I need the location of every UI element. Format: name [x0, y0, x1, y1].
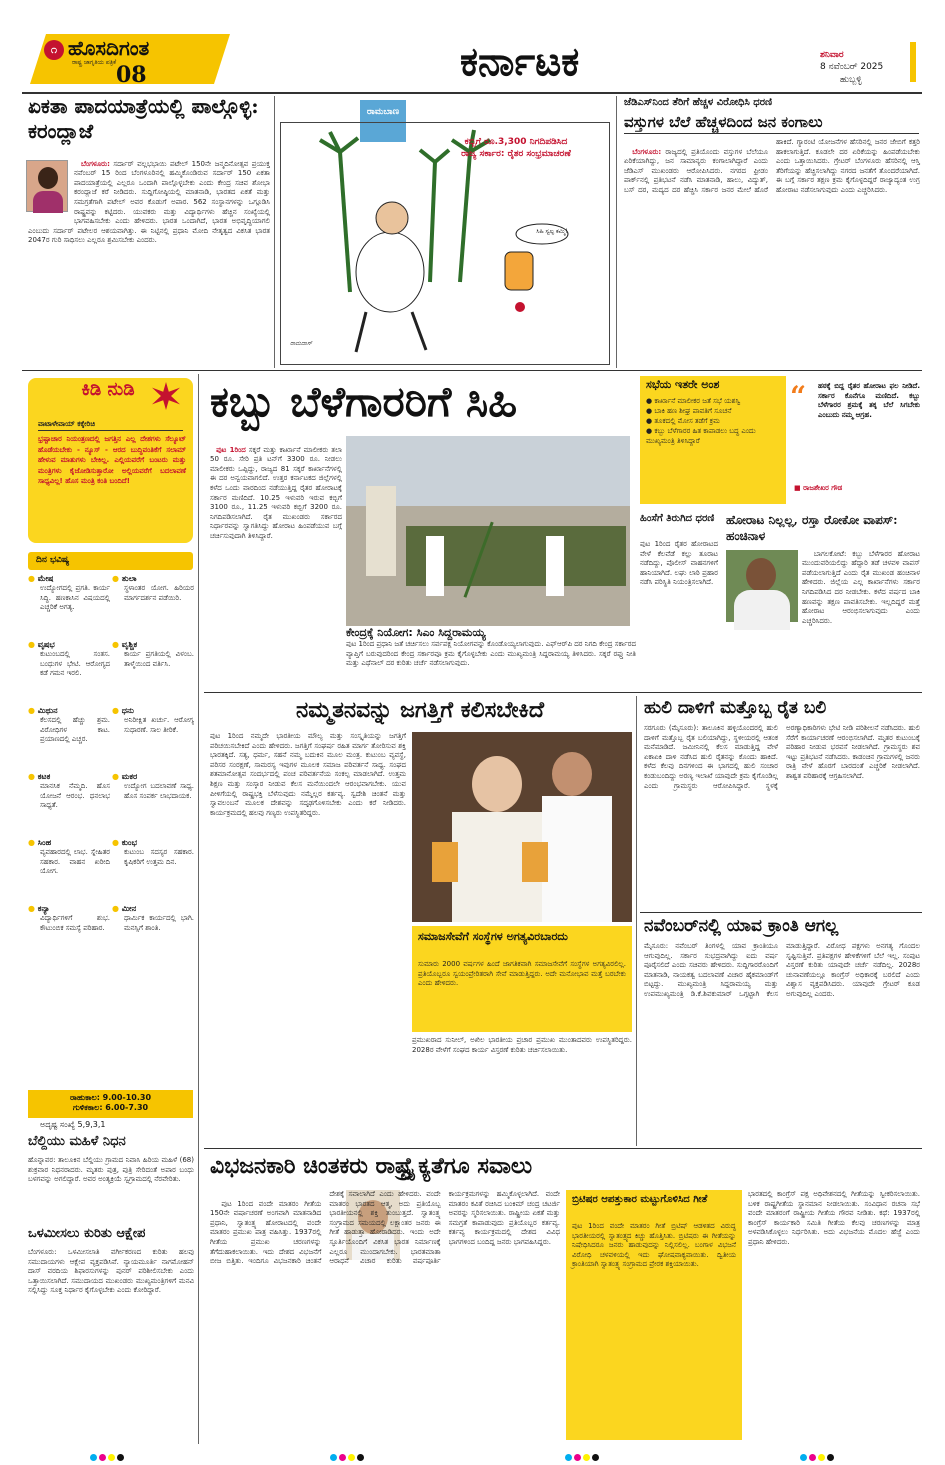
- section-title: ಕರ್ನಾಟಕ: [460, 38, 580, 85]
- cartoon-corner-badge: ರಾಮಬಾಣ: [360, 100, 406, 142]
- obj-title: ಒಳಮೀಸಲು ಕುರಿತು ಆಕ್ಷೇಪ: [28, 1226, 146, 1241]
- vibhajana-tail: ಭಾರತದಲ್ಲಿ ಕಾಂಗ್ರೆಸ್ ಪಕ್ಷ ಅಧಿವೇಶನದಲ್ಲಿ ಗೀತೆಯನ್ನು ಸ್ವೀಕರಿಸಲಾಯಿತು. ಬಳಿಕ ರಾಷ್ಟ್ರಗೀತೆಯ ಸ್ಥಾನಮಾನ ನೀಡಲಾಯಿತು. ಸಂವಿಧಾನ ರಚನಾ ಸಭೆ ವಂದೇ ಮಾತರಂಗೆ ರಾಷ್ಟ್ರೀಯ ಗೀತೆಯ ಗೌರವ ನೀಡಿತು. ಕಥೆ: 1937ರಲ್ಲಿ ಕಾಂಗ್ರೆಸ್ ಕಾರ್ಯಕಾರಿ ಸಮಿತಿ ಗೀತೆಯ ಕೆಲವು ಚರಣಗಳನ್ನು ಮಾತ್ರ ಅಳವಡಿಸಿಕೊಳ್ಳಲು ನಿರ್ಧರಿಸಿತು. ಅದು ವಿಭಜನೆಯ ಮೊದಲ ಹೆಜ್ಜೆ ಎಂದು ಪ್ರಧಾನಿ ಹೇಳಿದರು.: [748, 1190, 923, 1246]
- registration-dots: [800, 1446, 860, 1456]
- gulikakala: ಗುಳಿಕಕಾಲ: 6.00-7.30: [72, 1103, 149, 1112]
- masthead: [0, 0, 945, 92]
- vibhajana-box-body: ಪುಟ 1ರಿಂದ ವಂದೇ ಮಾತರಂ ಗೀತೆ ಬ್ರಿಟಿಷ್ ಆಡಳಿತದ ವಿರುದ್ಧ ಭಾರತೀಯರಲ್ಲಿ ಸ್ವಾತಂತ್ರ್ಯದ ಕಿಚ್ಚು ಹೊತ್ತಿಸಿತು. ಬ್ರಿಟಿಷರು ಈ ಗೀತೆಯನ್ನು ನಿಷೇಧಿಸಿದರೂ ಜನರು ಹಾಡುವುದನ್ನು ನಿಲ್ಲಿಸಲಿಲ್ಲ. ಬಂಗಾಳ ವಿಭಜನೆ ವಿರೋಧಿ ಚಳವಳಿಯಲ್ಲಿ ಇದು ಘೋಷವಾಕ್ಯವಾಯಿತು. ದ್ವಿತೀಯ ಕ್ರಾಂತಿಯಾಗಿ ಸ್ವಾತಂತ್ರ್ಯ ಸಂಗ್ರಾಮದ ಪ್ರೇರಕ ಶಕ್ತಿಯಾಯಿತು.: [572, 1222, 739, 1269]
- horoscope-item: ● ಸಿಂಹ ವ್ಯವಹಾರದಲ್ಲಿ ಲಾಭ. ಸ್ನೇಹಿತರ ಸಹಕಾರ. ವಾಹನ ಖರೀದಿ ಯೋಗ.: [28, 838, 113, 876]
- lead-body-2: [210, 626, 342, 684]
- namma-box-title: ಸಮಾಜಸೇವೆಗೆ ಸಂಸ್ಥೆಗಳ ಅಗತ್ಯವಿರಬಾರದು: [418, 930, 568, 943]
- art2-body: ಬೆಂಗಳೂರು: ರಾಜ್ಯದಲ್ಲಿ ಪ್ರತಿಯೊಂದು ವಸ್ತುಗಳ ಬೆಲೆಯೂ ಏರಿಕೆಯಾಗಿದ್ದು, ಜನ ಸಾಮಾನ್ಯರು ಕಂಗಾಲಾಗಿದ್ದಾರೆ ಎಂದು ಜೆಡಿಎಸ್ ಮುಖಂಡರು ಆರೋಪಿಸಿದರು. ನಗರದ ಫ್ರೀಡಂ ಪಾರ್ಕ್‌ನಲ್ಲಿ ಪ್ರತಿಭಟನೆ ನಡೆಸಿ ಮಾತನಾಡಿ, ಹಾಲು, ವಿದ್ಯುತ್, ಬಸ್ ದರ, ಮದ್ಯದ ದರ ಹೆಚ್ಚಿಸಿ ಸರ್ಕಾರ ಜನರ ಮೇಲೆ ಹೊರೆ ಹಾಕಿದೆ. ಗ್ಯಾರಂಟಿ ಯೋಜನೆಗಳ ಹೆಸರಿನಲ್ಲಿ ಜನರ ಜೇಬಿಗೆ ಕತ್ತರಿ ಹಾಕಲಾಗುತ್ತಿದೆ. ಕೂಡಲೇ ದರ ಏರಿಕೆಯನ್ನು ಹಿಂಪಡೆಯಬೇಕು ಎಂದು ಒತ್ತಾಯಿಸಿದರು. ಗ್ರೇಟರ್ ಬೆಂಗಳೂರು ಹೆಸರಿನಲ್ಲಿ ಆಸ್ತಿ ತೆರಿಗೆಯನ್ನು ಹೆಚ್ಚಿಸಲಾಗಿದ್ದು ನಗರದ ಜನತೆಗೆ ತೊಂದರೆಯಾಗಿದೆ. ಈ ಬಗ್ಗೆ ಸರ್ಕಾರ ತಕ್ಷಣ ಕ್ರಮ ಕೈಗೊಳ್ಳದಿದ್ದರೆ ರಾಜ್ಯಾದ್ಯಂತ ಉಗ್ರ ಹೋರಾಟ ನಡೆಸಲಾಗುವುದು ಎಂದು ಎಚ್ಚರಿಸಿದರು.: [624, 138, 923, 194]
- horata-body: ಬಾಗಲಕೋಟೆ: ಕಬ್ಬು ಬೆಳೆಗಾರರ ಹೋರಾಟ ಮುಂದುವರಿಯಲಿದ್ದು ಹೆದ್ದಾರಿ ತಡೆ ಚಳವಳಿ ವಾಪಸ್ ಪಡೆಯಲಾಗುತ್ತಿದೆ ಎಂದು ರೈತ ಮುಖಂಡ ಹಂಚಿನಾಳ ಹೇಳಿದರು. ಜಿಲ್ಲೆಯ ಎಲ್ಲ ಕಾರ್ಖಾನೆಗಳು ಸರ್ಕಾರ ನಿಗದಿಪಡಿಸಿದ ದರ ನೀಡಬೇಕು. ಕಳೆದ ವರ್ಷದ ಬಾಕಿ ಹಣವನ್ನು ತಕ್ಷಣ ಪಾವತಿಸಬೇಕು. ಇಲ್ಲದಿದ್ದರೆ ಮತ್ತೆ ಹೋರಾಟ ಆರಂಭಿಸಲಾಗುವುದು ಎಂದು ಎಚ್ಚರಿಸಿದರು.: [802, 549, 923, 625]
- obj-body: ಬೆಂಗಳೂರು: ಒಳಮೀಸಲಾತಿ ವರ್ಗೀಕರಣದ ಕುರಿತು ಹಲವು ಸಮುದಾಯಗಳು ಆಕ್ಷೇಪ ವ್ಯಕ್ತಪಡಿಸಿವೆ. ನ್ಯಾಯಮೂರ್ತಿ ನಾಗಮೋಹನ್ ದಾಸ್ ವರದಿಯ ಶಿಫಾರಸುಗಳನ್ನು ಪುನರ್ ಪರಿಶೀಲಿಸಬೇಕು ಎಂದು ಒತ್ತಾಯಿಸಲಾಗಿದೆ. ಸಮುದಾಯದ ಮುಖಂಡರು ಮುಖ್ಯಮಂತ್ರಿಗಳಿಗೆ ಮನವಿ ಸಲ್ಲಿಸಿದ್ದು ಸೂಕ್ತ ನಿರ್ಧಾರ ಕೈಗೊಳ್ಳಬೇಕು ಎಂದು ಕೋರಿದ್ದಾರೆ.: [28, 1248, 197, 1295]
- huli-title: ಹುಲಿ ದಾಳಿಗೆ ಮತ್ತೊಬ್ಬ ರೈತ ಬಲಿ: [644, 698, 827, 718]
- lucky-number: ಅದೃಷ್ಟ ಸಂಖ್ಯೆ 5,9,3,1: [40, 1120, 106, 1129]
- horoscope-item: ● ವೃಷಭ ಕುಟುಂಬದಲ್ಲಿ ಸಂತಸ. ಬಂಧುಗಳ ಭೇಟಿ. ಆರೋಗ್ಯದ ಕಡೆ ಗಮನ ಇರಲಿ.: [28, 640, 113, 678]
- vibhajana-box-title: ಬ್ರಿಟಿಷರ ಆಪತ್ತುಕಾರ ಮಟ್ಟುಗೊಳಿಸಿದ ಗೀತೆ: [572, 1194, 708, 1205]
- rahu-box: [28, 1090, 193, 1118]
- horoscope-item: ● ಕುಂಭ ಕುಟುಂಬ ಸದಸ್ಯರ ಸಹಕಾರ. ಕೃಷಿಕರಿಗೆ ಉತ್ತಮ ದಿನ.: [112, 838, 197, 866]
- lead-body: ಪುಟ 1ರಿಂದ ಸಕ್ಕರೆ ಮತ್ತು ಕಾರ್ಖಾನೆ ಮಾಲೀಕರು ತಲಾ 50 ರೂ. ಸೇರಿ ಪ್ರತಿ ಟನ್‌ಗೆ 3300 ರೂ. ನೀಡಲು ಮಾಲೀಕರು ಒಪ್ಪಿದ್ದು, ರಾಜ್ಯದ 81 ಸಕ್ಕರೆ ಕಾರ್ಖಾನೆಗಳಲ್ಲಿ ಈ ದರ ಅನ್ವಯವಾಗಲಿದೆ. ಉತ್ತರ ಕರ್ನಾಟಕದ ಜಿಲ್ಲೆಗಳಲ್ಲಿ ಕಳೆದ ಒಂದು ವಾರದಿಂದ ನಡೆಯುತ್ತಿದ್ದ ರೈತರ ಹೋರಾಟಕ್ಕೆ ಸರ್ಕಾರ ಮಣಿದಿದೆ. 10.25 ಇಳುವರಿ ಇರುವ ಕಬ್ಬಿಗೆ 3100 ರೂ., 11.25 ಇಳುವರಿ ಕಬ್ಬಿಗೆ 3200 ರೂ. ನಿಗದಿಪಡಿಸಲಾಗಿದೆ. ರೈತ ಮುಖಂಡರು ಸರ್ಕಾರದ ನಿರ್ಧಾರವನ್ನು ಸ್ವಾಗತಿಸಿದ್ದು ಹೋರಾಟ ಹಿಂಪಡೆಯುವ ಬಗ್ಗೆ ಚರ್ಚಿಸುವುದಾಗಿ ತಿಳಿಸಿದ್ದಾರೆ.: [210, 445, 345, 540]
- quote-author: ■ ರಾಜಶೇಖರ ಗೌಡ: [794, 484, 843, 492]
- sabhe-item: ● ಕಬ್ಬು ಬೆಳೆಗಾರರ ಹಿತ ಕಾಪಾಡಲು ಬದ್ಧ ಎಂದು ಮುಖ್ಯಮಂತ್ರಿ ತಿಳಿಸಿದ್ದಾರೆ: [646, 427, 756, 445]
- cartoon-panel: [280, 100, 610, 365]
- cartoon-caption: ಕಬ್ಬಿಗೆ ರೂ.3,300 ನಿಗದಿಪಡಿಸಿದ ರಾಜ್ಯ ಸರ್ಕಾರ: ರೈತರ ಸಂಭ್ರಮಾಚರಣೆ: [461, 137, 571, 159]
- col-divider: [198, 374, 199, 1444]
- vibhajana-box: [566, 1190, 742, 1440]
- logo-icon: ೧: [44, 40, 64, 60]
- horoscope-right: [112, 574, 197, 1034]
- kidi-spark-icon: [152, 382, 180, 410]
- namma-photo: [412, 732, 632, 922]
- namma-title: ನಮ್ಮತನವನ್ನು ಜಗತ್ತಿಗೆ ಕಲಿಸಬೇಕಿದೆ: [296, 697, 544, 723]
- cartoon-speech-bubble: ಸಿಹಿ ಸ್ವಲ್ಪ ಕಮ್ಮಿ!: [536, 228, 568, 235]
- vibhajana-body: ಪುಟ 1ರಿಂದ ವಂದೇ ಮಾತರಂ ಗೀತೆಯ 150ನೇ ವರ್ಷಾಚರಣೆ ಅಂಗವಾಗಿ ಮಾತನಾಡಿದ ಪ್ರಧಾನಿ, ಸ್ವಾತಂತ್ರ್ಯ ಹೋರಾಟದಲ್ಲಿ ವಂದೇ ಮಾತರಂ ಪ್ರಮುಖ ಪಾತ್ರ ವಹಿಸಿತ್ತು. 1937ರಲ್ಲಿ ಗೀತೆಯ ಪ್ರಮುಖ ಚರಣಗಳನ್ನು ತೆಗೆದುಹಾಕಲಾಯಿತು. ಇದು ದೇಶದ ವಿಭಜನೆಗೆ ಬೀಜ ಬಿತ್ತಿತು. ಇಂದಿಗೂ ವಿಭಜನಕಾರಿ ಚಿಂತನೆ ದೇಶಕ್ಕೆ ಸವಾಲಾಗಿದೆ ಎಂದು ಹೇಳಿದರು. ವಂದೇ ಮಾತರಂ ಭಾರತದ ಆತ್ಮ, ಅದು ಪ್ರತಿಯೊಬ್ಬ ಭಾರತೀಯನಲ್ಲಿ ಶಕ್ತಿ ತುಂಬುತ್ತದೆ. ಸ್ವಾತಂತ್ರ್ಯ ಸಂಗ್ರಾಮದ ಸಮಯದಲ್ಲಿ ಲಕ್ಷಾಂತರ ಜನರು ಈ ಗೀತೆ ಹಾಡುತ್ತಾ ಹೋರಾಡಿದರು. ಇಂದು ಅದೇ ಸ್ಫೂರ್ತಿಯೊಂದಿಗೆ ವಿಕಸಿತ ಭಾರತ ನಿರ್ಮಾಣಕ್ಕೆ ಎಲ್ಲರೂ ಮುಂದಾಗಬೇಕು. ಭಾರತಮಾತಾ ಆರಾಧನೆ ವಿಚಾರ ಕುರಿತು ವರ್ಷಪೂರ್ತಿ ಕಾರ್ಯಕ್ರಮಗಳನ್ನು ಹಮ್ಮಿಕೊಳ್ಳಲಾಗಿದೆ. ವಂದೇ ಮಾತರಂ ಕವಿತೆ ರಚಿಸಿದ ಬಂಕಿಮ್ ಚಂದ್ರ ಚಟರ್ಜಿ ಅವರನ್ನು ಸ್ಮರಿಸಲಾಯಿತು. ರಾಷ್ಟ್ರೀಯ ಏಕತೆ ಮತ್ತು ಸಮಗ್ರತೆ ಕಾಪಾಡುವುದು ಪ್ರತಿಯೊಬ್ಬರ ಕರ್ತವ್ಯ. ಕರ್ತವ್ಯ ಕಾರ್ಯಕ್ರಮದಲ್ಲಿ ದೇಶದ ವಿವಿಧ ಭಾಗಗಳಿಂದ ಬಂದಿದ್ದ ಜನರು ಭಾಗವಹಿಸಿದ್ದರು.: [210, 1190, 563, 1266]
- col-divider: [274, 96, 275, 368]
- sabhe-item: ● ಕಾರ್ಖಾನೆ ಮಾಲೀಕರ ಜತೆ ಸಭೆ ಯಶಸ್ವಿ: [646, 397, 741, 405]
- kidi-title: ಕಿಡಿ ನುಡಿ: [81, 379, 135, 400]
- cartoon-signature: ರಾಮದಾಸ್: [290, 340, 313, 347]
- kidi-body: ಭ್ರಷ್ಟಾಚಾರ ನಿಯಂತ್ರಣದಲ್ಲಿ ಜಗತ್ತಿನ ಎಲ್ಲ ದೇಶಗಳು ಸೆಲ್ಯೂಟ್ ಹೊಡೆಯಬೇಕು - ನ್ಯೂಸ್ - ಆರದ ಬುದ್ಧಿವಂತಿಕೆಗೆ ಸಲಾಮ್ ಹೇಳುವ ಮಾತುಗಳು ಬೇಕಿಲ್ಲ. ಎಲ್ಲಿಯವರೆಗೆ ಬಂಟರು ಮತ್ತು ಮಂತ್ರಿಗಳು ಕೈಜೋಡಿಸುತ್ತಾರೋ ಅಲ್ಲಿಯವರೆಗೆ ಬದಲಾವಣೆ ಸಾಧ್ಯವಿಲ್ಲ! ಹೊಸ ಮಂತ್ರಿ ಕಂತಿ ಬಂದಿದೆ!: [38, 435, 189, 485]
- kidi-rule: [38, 430, 183, 431]
- kidi-box: [28, 378, 193, 543]
- horoscope-item: ● ಮೇಷ ಉದ್ಯೋಗದಲ್ಲಿ ಪ್ರಗತಿ. ಕಾರ್ಯ ಸಿದ್ಧಿ. ಹಣಕಾಸಿನ ವಿಷಯದಲ್ಲಿ ಎಚ್ಚರಿಕೆ ಅಗತ್ಯ.: [28, 574, 113, 612]
- registration-dots: [565, 1446, 625, 1456]
- art2-kicker: ಜೆಡಿಎಸ್‌ನಿಂದ ತೆರಿಗೆ ಹೆಚ್ಚಳ ವಿರೋಧಿಸಿ ಧರಣಿ: [624, 97, 773, 108]
- art1-title: ಏಕತಾ ಪಾದಯಾತ್ರೆಯಲ್ಲಿ ಪಾಲ್ಗೊಳ್ಳಿ: ಕರಂದ್ಲಾಜೆ: [28, 94, 259, 143]
- quote-text: ಹಠಕ್ಕೆ ಬಿದ್ದ ರೈತರ ಹೋರಾಟ ಫಲ ನೀಡಿದೆ. ಸರ್ಕಾರ ಕೊನೆಗೂ ಮಣಿದಿದೆ. ಕಬ್ಬು ಬೆಳೆಗಾರರ ಶ್ರಮಕ್ಕೆ ತಕ್ಕ ಬೆಲೆ ಸಿಗಬೇಕು ಎಂಬುದು ನಮ್ಮ ಆಗ್ರಹ.: [818, 382, 923, 419]
- horoscope-title: ದಿನ ಭವಿಷ್ಯ: [36, 555, 70, 565]
- lead-title: ಕಬ್ಬು ಬೆಳೆಗಾರರಿಗೆ ಸಿಹಿ: [210, 377, 518, 426]
- logo-text: ಹೊಸದಿಗಂತ: [68, 36, 150, 60]
- logo-tagline: ರಾಷ್ಟ್ರ ಜಾಗೃತಿಯ ಪತ್ರಿಕೆ: [72, 59, 117, 66]
- page-number: 08: [116, 62, 147, 88]
- section-rule: [204, 692, 922, 693]
- kidi-author: ವಾಟಾಳೇವಾಯ್ ಕಕ್ಕೇರಿಚಿ: [38, 420, 95, 428]
- himse-body: ಪುಟ 1ರಿಂದ ರೈತರ ಹೋರಾಟದ ವೇಳೆ ಕೆಲವೆಡೆ ಕಲ್ಲು ತೂರಾಟ ನಡೆದಿದ್ದು, ಪೊಲೀಸ್ ವಾಹನಗಳಿಗೆ ಹಾನಿಯಾಗಿದೆ. ಲಘು ಲಾಠಿ ಪ್ರಹಾರ ನಡೆಸಿ ಪರಿಸ್ಥಿತಿ ನಿಯಂತ್ರಿಸಲಾಗಿದೆ.: [640, 540, 721, 587]
- horoscope-item: ● ವೃಶ್ಚಿಕ ಕಾರ್ಯ ಪ್ರಗತಿಯಲ್ಲಿ ವಿಳಂಬ. ತಾಳ್ಮೆಯಿಂದ ವರ್ತಿಸಿ.: [112, 640, 197, 668]
- rahukala: ರಾಹುಕಾಲ: 9.00-10.30: [69, 1093, 152, 1102]
- section-rule: [640, 912, 922, 913]
- horoscope-left: [28, 574, 113, 1034]
- sabhe-item: ● ತೂಕದಲ್ಲಿ ಮೋಸ ತಡೆಗೆ ಕ್ರಮ: [646, 417, 720, 425]
- col-divider: [636, 696, 637, 1146]
- lead-photo-caption: ಕೇಂದ್ರಕ್ಕೆ ನಿಯೋಗ: ಸಿಎಂ ಸಿದ್ದರಾಮಯ್ಯ: [346, 626, 486, 639]
- horoscope-item: ● ಮೀನ ಧಾರ್ಮಿಕ ಕಾರ್ಯದಲ್ಲಿ ಭಾಗಿ. ಮನಸ್ಸಿಗೆ ಶಾಂತಿ.: [112, 904, 197, 932]
- huli-body: ಸರಗೂರು (ಮೈಸೂರು): ತಾಲೂಕಿನ ಹಳ್ಳಿಯೊಂದರಲ್ಲಿ ಹುಲಿ ದಾಳಿಗೆ ಮತ್ತೊಬ್ಬ ರೈತ ಬಲಿಯಾಗಿದ್ದು, ಸ್ಥಳೀಯರಲ್ಲಿ ಆತಂಕ ಮನೆಮಾಡಿದೆ. ಜಮೀನಿನಲ್ಲಿ ಕೆಲಸ ಮಾಡುತ್ತಿದ್ದ ವೇಳೆ ಏಕಾಏಕಿ ದಾಳಿ ನಡೆಸಿದ ಹುಲಿ ರೈತನನ್ನು ಕೊಂದು ಹಾಕಿದೆ. ಕಳೆದ ಕೆಲವು ದಿನಗಳಿಂದ ಈ ಭಾಗದಲ್ಲಿ ಹುಲಿ ಸಂಚಾರ ಕಂಡುಬಂದಿದ್ದು ಅರಣ್ಯ ಇಲಾಖೆ ಯಾವುದೇ ಕ್ರಮ ಕೈಗೊಂಡಿಲ್ಲ ಎಂದು ಗ್ರಾಮಸ್ಥರು ಆರೋಪಿಸಿದ್ದಾರೆ. ಸ್ಥಳಕ್ಕೆ ಅರಣ್ಯಾಧಿಕಾರಿಗಳು ಭೇಟಿ ನೀಡಿ ಪರಿಶೀಲನೆ ನಡೆಸಿದರು. ಹುಲಿ ಸೆರೆಗೆ ಕಾರ್ಯಾಚರಣೆ ಆರಂಭಿಸಲಾಗಿದೆ. ಮೃತರ ಕುಟುಂಬಕ್ಕೆ ಪರಿಹಾರ ನೀಡುವ ಭರವಸೆ ನೀಡಲಾಗಿದೆ. ಗ್ರಾಮಸ್ಥರು ಶವ ಇಟ್ಟು ಪ್ರತಿಭಟನೆ ನಡೆಸಿದರು. ಕಾಡಂಚಿನ ಗ್ರಾಮಗಳಲ್ಲಿ ಜನರು ರಾತ್ರಿ ವೇಳೆ ಹೊರಗೆ ಬಾರದಂತೆ ಎಚ್ಚರಿಕೆ ನೀಡಲಾಗಿದೆ. ಶಾಶ್ವತ ಪರಿಹಾರಕ್ಕೆ ಆಗ್ರಹಿಸಲಾಗಿದೆ.: [644, 724, 923, 790]
- sabhe-title: ಸಭೆಯ ಇತರೇ ಅಂಶ: [646, 378, 720, 391]
- weekday: ಶನಿವಾರ: [820, 50, 844, 60]
- art1-body: ಬೆಂಗಳೂರು: ಸರ್ದಾರ್ ವಲ್ಲಭಭಾಯಿ ಪಟೇಲ್ 150ನೇ ಜನ್ಮದಿನೋತ್ಸವ ಪ್ರಯುಕ್ತ ನವೆಂಬರ್ 15 ರಿಂದ ಬೆಂಗಳೂರಿನಲ್ಲಿ ಹಮ್ಮಿಕೊಂಡಿರುವ ಸರ್ದಾರ್ 150 ಏಕತಾ ಪಾದಯಾತ್ರೆಯಲ್ಲಿ ಎಲ್ಲರೂ ಒಂದಾಗಿ ಪಾಲ್ಗೊಳ್ಳಬೇಕು ಎಂದು ಕೇಂದ್ರ ಸಚಿವ ಶೋಭಾ ಕರಂದ್ಲಾಜೆ ಕರೆ ನೀಡಿದರು. ಸುದ್ದಿಗೋಷ್ಠಿಯಲ್ಲಿ ಮಾತನಾಡಿ, ಭಾರತದ ಏಕತೆ ಮತ್ತು ಸಮಗ್ರತೆಗಾಗಿ ಪಟೇಲ್ ಅವರ ಕೊಡುಗೆ ಅಪಾರ. 562 ಸಂಸ್ಥಾನಗಳನ್ನು ಒಗ್ಗೂಡಿಸಿ ರಾಷ್ಟ್ರವನ್ನು ಕಟ್ಟಿದರು. ಯುವಕರು ಮತ್ತು ವಿದ್ಯಾರ್ಥಿಗಳು ಹೆಚ್ಚಿನ ಸಂಖ್ಯೆಯಲ್ಲಿ ಭಾಗವಹಿಸಬೇಕು ಎಂದು ಹೇಳಿದರು. ಭಾರತ ಒಂದಾಗಿದೆ, ಭಾರತ ಅಭಿವೃದ್ಧಿಯಾಗಲಿ ಎಂಬುದು ಸರ್ದಾರ್ ಪಟೇಲರ ಆಶಯವಾಗಿತ್ತು. ಈ ನಿಟ್ಟಿನಲ್ಲಿ ಪ್ರಧಾನಿ ಮೋದಿ ನೇತೃತ್ವದ ವಿಕಸಿತ ಭಾರತ 2047ರ ಗುರಿ ಸಾಧಿಸಲು ಎಲ್ಲರೂ ಶ್ರಮಿಸಬೇಕು ಎಂದರು.: [28, 159, 273, 245]
- sabhe-box: [640, 376, 786, 504]
- corner-marker: [910, 42, 916, 82]
- namma-body: ಪುಟ 1ರಿಂದ ನಮ್ಮದೇ ಭಾರತೀಯ ಮೌಲ್ಯ ಮತ್ತು ಸಂಸ್ಕೃತಿಯನ್ನು ಜಗತ್ತಿಗೆ ಪರಿಚಯಿಸಬೇಕಿದೆ ಎಂದು ಹೇಳಿದರು. ಜಗತ್ತಿಗೆ ಸಂಘರ್ಷ ರಹಿತ ಮಾರ್ಗ ತೋರಿಸುವ ಶಕ್ತಿ ಭಾರತಕ್ಕಿದೆ. ಸತ್ಯ, ಧರ್ಮ, ಸಹನೆ ನಮ್ಮ ಬದುಕಿನ ಮೂಲ ಮಂತ್ರ. ಕುಟುಂಬ ವ್ಯವಸ್ಥೆ, ಪರಿಸರ ಸಂರಕ್ಷಣೆ, ಸಾಮರಸ್ಯ ಇವುಗಳ ಮೂಲಕ ಸಮಾಜ ಪರಿವರ್ತನೆ ಸಾಧ್ಯ. ಸಂಘದ ಶತಮಾನೋತ್ಸವ ಸಂದರ್ಭದಲ್ಲಿ ಪಂಚ ಪರಿವರ್ತನೆಯ ಸಂಕಲ್ಪ ಮಾಡಲಾಗಿದೆ. ಉತ್ತಮ ಶಿಕ್ಷಣ ಮತ್ತು ಸಂಸ್ಕಾರ ನೀಡುವ ಕೆಲಸ ಮನೆಯಿಂದಲೇ ಆರಂಭವಾಗಬೇಕು. ಯುವ ಪೀಳಿಗೆಯಲ್ಲಿ ರಾಷ್ಟ್ರಭಕ್ತಿ ಬೆಳೆಸುವುದು ನಮ್ಮೆಲ್ಲರ ಕರ್ತವ್ಯ. ಸ್ವದೇಶಿ ಚಿಂತನೆ ಮತ್ತು ಸ್ವಾವಲಂಬನೆ ಮೂಲಕ ದೇಶವನ್ನು ಸದೃಢಗೊಳಿಸಬೇಕು ಎಂದು ಕರೆ ನೀಡಿದರು. ಕಾರ್ಯಕ್ರಮದಲ್ಲಿ ಹಲವು ಗಣ್ಯರು ಉಪಸ್ಥಿತರಿದ್ದರು.: [210, 732, 409, 817]
- lead-sub-body: ಪುಟ 1ರಿಂದ ಪ್ರಧಾನಿ ಜತೆ ಚರ್ಚಿಸಲು ಸರ್ವಪಕ್ಷ ನಿಯೋಗವನ್ನು ಕೊಂಡೊಯ್ಯಲಾಗುವುದು. ಎಫ್‌ಆರ್‌ಪಿ ದರ ನಿಗದಿ ಕೇಂದ್ರ ಸರ್ಕಾರದ ವ್ಯಾಪ್ತಿಗೆ ಬರುವುದರಿಂದ ಕೇಂದ್ರ ಸರ್ಕಾರವೂ ಕ್ರಮ ಕೈಗೊಳ್ಳಬೇಕು ಎಂದು ಮುಖ್ಯಮಂತ್ರಿ ಸಿದ್ದರಾಮಯ್ಯ ತಿಳಿಸಿದರು. ಸಕ್ಕರೆ ರಫ್ತು ನೀತಿ ಮತ್ತು ಎಥೆನಾಲ್ ದರ ಕುರಿತು ಚರ್ಚೆ ನಡೆಸಲಾಗುವುದು.: [346, 640, 639, 668]
- himse-title: ಹಿಂಸೆಗೆ ತಿರುಗಿದ ಧರಣಿ: [640, 513, 715, 524]
- horoscope-item: ● ಮಿಥುನ ಕೆಲಸದಲ್ಲಿ ಹೆಚ್ಚು ಶ್ರಮ. ವಿರೋಧಿಗಳ ಕಾಟ. ಪ್ರಯಾಣದಲ್ಲಿ ಎಚ್ಚರ.: [28, 706, 113, 744]
- section-rule: [22, 370, 922, 371]
- horoscope-item: ● ತುಲಾ ಸ್ಥಳಾಂತರ ಯೋಗ. ಹಿರಿಯರ ಮಾರ್ಗದರ್ಶನ ಪಡೆಯಿರಿ.: [112, 574, 197, 602]
- lead-photo: [346, 436, 630, 626]
- namma-box: [412, 926, 632, 1032]
- kranti-body: ಮೈಸೂರು: ನವೆಂಬರ್ ತಿಂಗಳಲ್ಲಿ ಯಾವ ಕ್ರಾಂತಿಯೂ ಆಗುವುದಿಲ್ಲ. ಸರ್ಕಾರ ಸುಭದ್ರವಾಗಿದ್ದು ಐದು ವರ್ಷ ಪೂರೈಸಲಿದೆ ಎಂದು ಸಚಿವರು ಹೇಳಿದರು. ಸುದ್ದಿಗಾರರೊಂದಿಗೆ ಮಾತನಾಡಿ, ನಾಯಕತ್ವ ಬದಲಾವಣೆ ವಿಚಾರ ಹೈಕಮಾಂಡ್‌ಗೆ ಬಿಟ್ಟದ್ದು. ಮುಖ್ಯಮಂತ್ರಿ ಸಿದ್ದರಾಮಯ್ಯ ಮತ್ತು ಉಪಮುಖ್ಯಮಂತ್ರಿ ಡಿ.ಕೆ.ಶಿವಕುಮಾರ್ ಒಗ್ಗಟ್ಟಾಗಿ ಕೆಲಸ ಮಾಡುತ್ತಿದ್ದಾರೆ. ವಿರೋಧ ಪಕ್ಷಗಳು ಅನಗತ್ಯ ಗೊಂದಲ ಸೃಷ್ಟಿಸುತ್ತಿವೆ. ಪ್ರತಿಪಕ್ಷಗಳ ಹೇಳಿಕೆಗಳಿಗೆ ಬೆಲೆ ಇಲ್ಲ. ಸಂಪುಟ ವಿಸ್ತರಣೆ ಕುರಿತು ಯಾವುದೇ ಚರ್ಚೆ ನಡೆದಿಲ್ಲ. 2028ರ ಚುನಾವಣೆಯಲ್ಲೂ ಕಾಂಗ್ರೆಸ್ ಅಧಿಕಾರಕ್ಕೆ ಬರಲಿದೆ ಎಂದು ವಿಶ್ವಾಸ ವ್ಯಕ್ತಪಡಿಸಿದರು. ಯಾವುದೇ ಗ್ರೇಟರ್ ಕೂಡ ಅಗುವುದಿಲ್ಲ ಎಂದರು.: [644, 942, 923, 998]
- horoscope-header: [28, 552, 193, 570]
- horoscope-item: ● ಧನು ಅನಿರೀಕ್ಷಿತ ಖರ್ಚು. ಆರೋಗ್ಯ ಸುಧಾರಣೆ. ಸಾಲ ತೀರಿಕೆ.: [112, 706, 197, 734]
- quote-icon: “: [790, 380, 807, 413]
- section-rule: [204, 1148, 922, 1149]
- namma-tail: ಪ್ರಮುಖರಾದ ಸುನೀಲ್, ಅಖಿಲ ಭಾರತೀಯ ಪ್ರಚಾರ ಪ್ರಮುಖ ಮುಂತಾದವರು ಉಪಸ್ಥಿತರಿದ್ದರು. 2028ರ ವೇಳೆಗೆ ಸಂಘದ ಕಾರ್ಯ ವಿಸ್ತರಣೆ ಕುರಿತು ಚರ್ಚಿಸಲಾಯಿತು.: [412, 1036, 635, 1054]
- sabhe-list: [646, 396, 782, 446]
- quote-box: [790, 380, 923, 504]
- registration-dots: [90, 1446, 150, 1456]
- horoscope-item: ● ಕಟಕ ಮಾನಸಿಕ ನೆಮ್ಮದಿ. ಹೊಸ ಯೋಜನೆ ಆರಂಭ. ಧನಲಾಭ ಸಾಧ್ಯತೆ.: [28, 772, 113, 810]
- col-divider: [616, 96, 617, 368]
- city: ಹುಬ್ಬಳ್ಳಿ: [840, 75, 862, 85]
- kranti-title: ನವೆಂಬರ್‌ನಲ್ಲಿ ಯಾವ ಕ್ರಾಂತಿ ಆಗಲ್ಲ: [644, 916, 839, 936]
- horata-title: ಹೋರಾಟ ನಿಲ್ಲಲ್ಲ, ರಸ್ತಾ ರೋಕೋ ವಾಪಸ್: ಹಂಚಿನಾಳ: [726, 513, 898, 543]
- horoscope-item: ● ಮಕರ ಉದ್ಯೋಗ ಬದಲಾವಣೆ ಸಾಧ್ಯ. ಹೊಸ ಸಂಪರ್ಕ ಲಾಭದಾಯಕ.: [112, 772, 197, 800]
- art2-title-rule: [624, 133, 919, 134]
- obit-title: ಬೆಲ್ದಿಯು ಮಹಿಳೆ ನಿಧನ: [28, 1134, 126, 1149]
- sabhe-item: ● ಬಾಕಿ ಹಣ ಶೀಘ್ರ ಪಾವತಿಗೆ ಸೂಚನೆ: [646, 407, 732, 415]
- registration-dots: [330, 1446, 390, 1456]
- issue-date: 8 ನವೆಂಬರ್ 2025: [820, 62, 884, 72]
- art2-title: ವಸ್ತುಗಳ ಬೆಲೆ ಹೆಚ್ಚಳದಿಂದ ಜನ ಕಂಗಾಲು: [624, 113, 823, 131]
- horoscope-item: ● ಕನ್ಯಾ ವಿದ್ಯಾರ್ಥಿಗಳಿಗೆ ಶುಭ. ಕೌಟುಂಬಿಕ ಸಮಸ್ಯೆ ಪರಿಹಾರ.: [28, 904, 113, 932]
- namma-box-body: ಸುಮಾರು 2000 ವರ್ಷಗಳ ಹಿಂದೆ ಜಾಗತಿಕವಾಗಿ ಸಮಾಜಸೇವೆಗೆ ಸಂಸ್ಥೆಗಳ ಅಗತ್ಯವಿರಲಿಲ್ಲ. ಪ್ರತಿಯೊಬ್ಬರೂ ಸ್ವಯಂಪ್ರೇರಿತರಾಗಿ ಸೇವೆ ಮಾಡುತ್ತಿದ್ದರು. ಅದೇ ಮನೋಭಾವ ಮತ್ತೆ ಬರಬೇಕು ಎಂದು ಹೇಳಿದರು.: [418, 960, 629, 988]
- vibhajana-title: ವಿಭಜನಕಾರಿ ಚಿಂತಕರು ರಾಷ್ಟ್ರೈಕ್ಯತೆಗೂ ಸವಾಲು: [210, 1153, 533, 1179]
- obit-body: ಹೊನ್ನಾವರ: ತಾಲೂಕಿನ ಬೆಲ್ದಿಯು ಗ್ರಾಮದ ನಿವಾಸಿ ಹಿರಿಯ ಮಹಿಳೆ (68) ಶುಕ್ರವಾರ ನಿಧನರಾದರು. ಮೃತರು ಪುತ್ರ, ಪುತ್ರಿ ಸೇರಿದಂತೆ ಅಪಾರ ಬಂಧು ಬಳಗವನ್ನು ಅಗಲಿದ್ದಾರೆ. ಅವರ ಅಂತ್ಯಕ್ರಿಯೆ ಸ್ವಗ್ರಾಮದಲ್ಲಿ ನೆರವೇರಿತು.: [28, 1156, 197, 1184]
